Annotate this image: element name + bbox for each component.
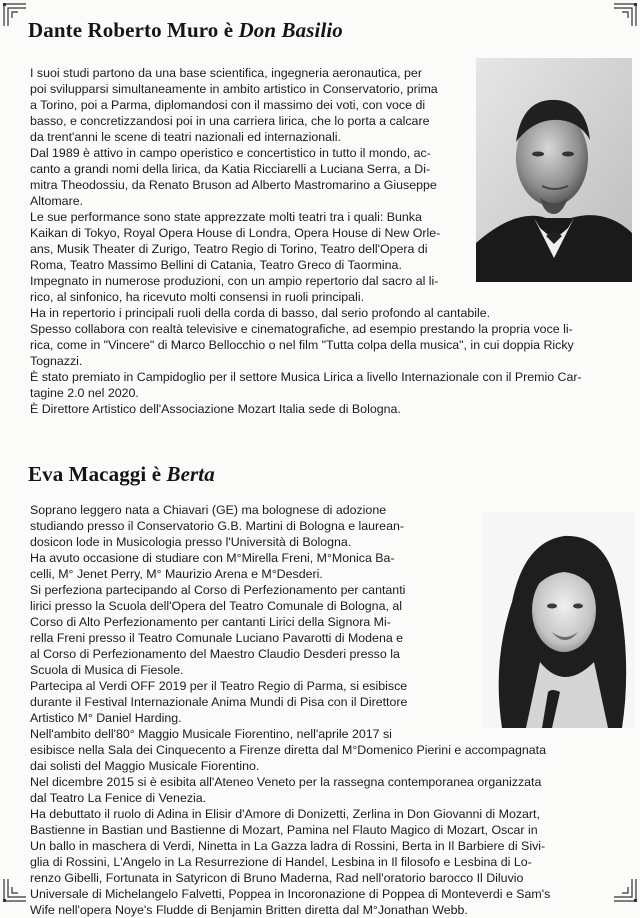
bio-line: Corso di Alto Perfezionamento per cantanti Lirici della Signora Mi- — [30, 615, 391, 629]
bio-line: studiando presso il Conservatorio G.B. Martini di Bologna e laurean- — [30, 519, 404, 533]
role-name: Berta — [166, 462, 215, 486]
artist-name: Eva Macaggi — [28, 462, 147, 486]
bio-line: celli, M° Jenet Perry, M° Maurizio Arena e M°Desderi. — [30, 567, 323, 581]
bio-line: durante il Festival Internazionale Anima Mundi di Pisa con il Direttore — [30, 695, 408, 709]
bio-line: glia di Rossini, L'Angelo in La Resurrezione di Handel, Lesbina in Il filosofo e Lesbina di Lo- — [30, 855, 532, 869]
corner-ornament-bottom-right-icon — [612, 877, 638, 903]
bio-line: Universale di Michelangelo Falvetti, Poppea in Incoronazione di Poppea di Monteverdi e Sam's — [30, 887, 551, 901]
bio-line: Roma, Teatro Massimo Bellini di Catania, Teatro Greco di Taormina. — [30, 258, 402, 272]
bio-line: Scuola di Musica di Fiesole. — [30, 663, 184, 677]
bio-line: da trent'anni le scene di teatri nazionali ed internazionali. — [30, 130, 341, 144]
artist-name: Dante Roberto Muro — [28, 18, 219, 42]
bio-heading — [28, 462, 632, 487]
bio-line: Nel dicembre 2015 si è esibita all'Ateneo Veneto per la rassegna contemporanea organizzata — [30, 775, 542, 789]
bio-line: Ha debuttato il ruolo di Adina in Elisir d'Amore di Donizetti, Zerlina in Don Giovanni di Mozart, — [30, 807, 540, 821]
bio-line: ans, Musik Theater di Zurigo, Teatro Regio di Torino, Teatro dell'Opera di — [30, 242, 428, 256]
bio-line: tagine 2.0 nel 2020. — [30, 386, 139, 400]
bio-line: È stato premiato in Campidoglio per il settore Musica Lirica a livello Internazionale con il Premio Car- — [30, 370, 582, 384]
bio-line: rico, al sinfonico, ha ricevuto molti consensi in ruoli principali. — [30, 290, 365, 304]
bio-line: rella Freni presso il Teatro Comunale Luciano Pavarotti di Modena e — [30, 631, 404, 645]
bio-line: poi svilupparsi simultaneamente in ambito artistico in Conservatorio, prima — [30, 82, 438, 96]
bio-line: dal Teatro La Fenice di Venezia. — [30, 791, 207, 805]
corner-ornament-bottom-left-icon — [2, 877, 28, 903]
bio-line: Dal 1989 è attivo in campo operistico e concertistico in tutto il mondo, ac- — [30, 146, 431, 160]
bio-line: È Direttore Artistico dell'Associazione Mozart Italia sede di Bologna. — [30, 402, 401, 416]
bio-line: Tognazzi. — [30, 354, 83, 368]
bio-line: I suoi studi partono da una base scientifica, ingegneria aeronautica, per — [30, 66, 422, 80]
bio-line: canto a grandi nomi della lirica, da Katia Ricciarelli a Luciana Serra, a Di- — [30, 162, 431, 176]
bio-line: Impegnato in numerose produzioni, con un ampio repertorio dal sacro al li- — [30, 274, 439, 288]
bio-line: basso, e concretizzandosi poi in una carriera lirica, che lo porta a calcare — [30, 114, 430, 128]
bio-line: Le sue performance sono state apprezzate molti teatri tra i quali: Bunka — [30, 210, 422, 224]
heading-connector: è — [151, 462, 162, 486]
corner-ornament-top-left-icon — [2, 2, 28, 28]
bio-line: dosicon lode in Musicologia presso l'Università di Bologna. — [30, 535, 352, 549]
bio-line: Ha avuto occasione di studiare con M°Mirella Freni, M°Monica Ba- — [30, 551, 395, 565]
bio-line: rica, come in "Vincere" di Marco Bellocchio o nel film "Tutta colpa della musica", in cui doppia Ricky — [30, 338, 574, 352]
bio-line: Kaikan di Tokyo, Royal Opera House di Londra, Opera House di New Orle- — [30, 226, 441, 240]
bio-line: lirici presso la Scuola dell'Opera del Teatro Comunale di Bologna, al — [30, 599, 402, 613]
heading-connector: è — [223, 18, 234, 42]
bio-line: al Corso di Perfezionamento del Maestro Claudio Desderi presso la — [30, 647, 400, 661]
bio-line: Bastienne in Bastian und Bastienne di Mozart, Pamina nel Flauto Magico di Mozart, Oscar in — [30, 823, 538, 837]
bio-line: Partecipa al Verdi OFF 2019 per il Teatro Regio di Parma, si esibisce — [30, 679, 408, 693]
bio-line: dai solisti del Maggio Musicale Fiorentino. — [30, 759, 260, 773]
bio-line: Nell'ambito dell'80° Maggio Musicale Fiorentino, nell'aprile 2017 si — [30, 727, 392, 741]
bio-section-dante-muro — [28, 18, 632, 416]
role-name: Don Basilio — [238, 18, 343, 42]
bio-line: esibisce nella Sala dei Cinquecento a Firenze diretta dal M°Domenico Pierini e accompagnata — [30, 743, 547, 757]
bio-heading — [28, 18, 632, 43]
bio-line: Si perfeziona partecipando al Corso di Perfezionamento per cantanti — [30, 583, 406, 597]
bio-section-eva-macaggi — [28, 462, 632, 917]
bio-text — [30, 502, 550, 918]
bio-line: a Torino, poi a Parma, diplomandosi con il massimo dei voti, con voce di — [30, 98, 426, 112]
bio-line: Altomare. — [30, 194, 84, 208]
bio-line: renzo Gibelli, Fortunata in Satyricon di Bruno Maderna, Rad nell'oratorio barocco Il Diluvio — [30, 871, 524, 885]
bio-line: Ha in repertorio i principali ruoli della corda di basso, dal serio profondo al cantabile. — [30, 306, 491, 320]
bio-text — [30, 65, 582, 417]
bio-line: Artistico M° Daniel Harding. — [30, 711, 182, 725]
bio-line: Wife nell'opera Noye's Fludde di Benjamin Britten diretta dal M°Jonathan Webb. — [30, 903, 468, 917]
bio-line: Un ballo in maschera di Verdi, Ninetta in La Gazza ladra di Rossini, Berta in Il Barbiere di Sivi- — [30, 839, 546, 853]
bio-line: mitra Theodossiu, da Renato Bruson ad Alberto Mastromarino a Giuseppe — [30, 178, 437, 192]
bio-line: Soprano leggero nata a Chiavari (GE) ma bolognese di adozione — [30, 503, 387, 517]
bio-line: Spesso collabora con realtà televisive e cinematografiche, ad esempio prestando la propria voce li- — [30, 322, 573, 336]
